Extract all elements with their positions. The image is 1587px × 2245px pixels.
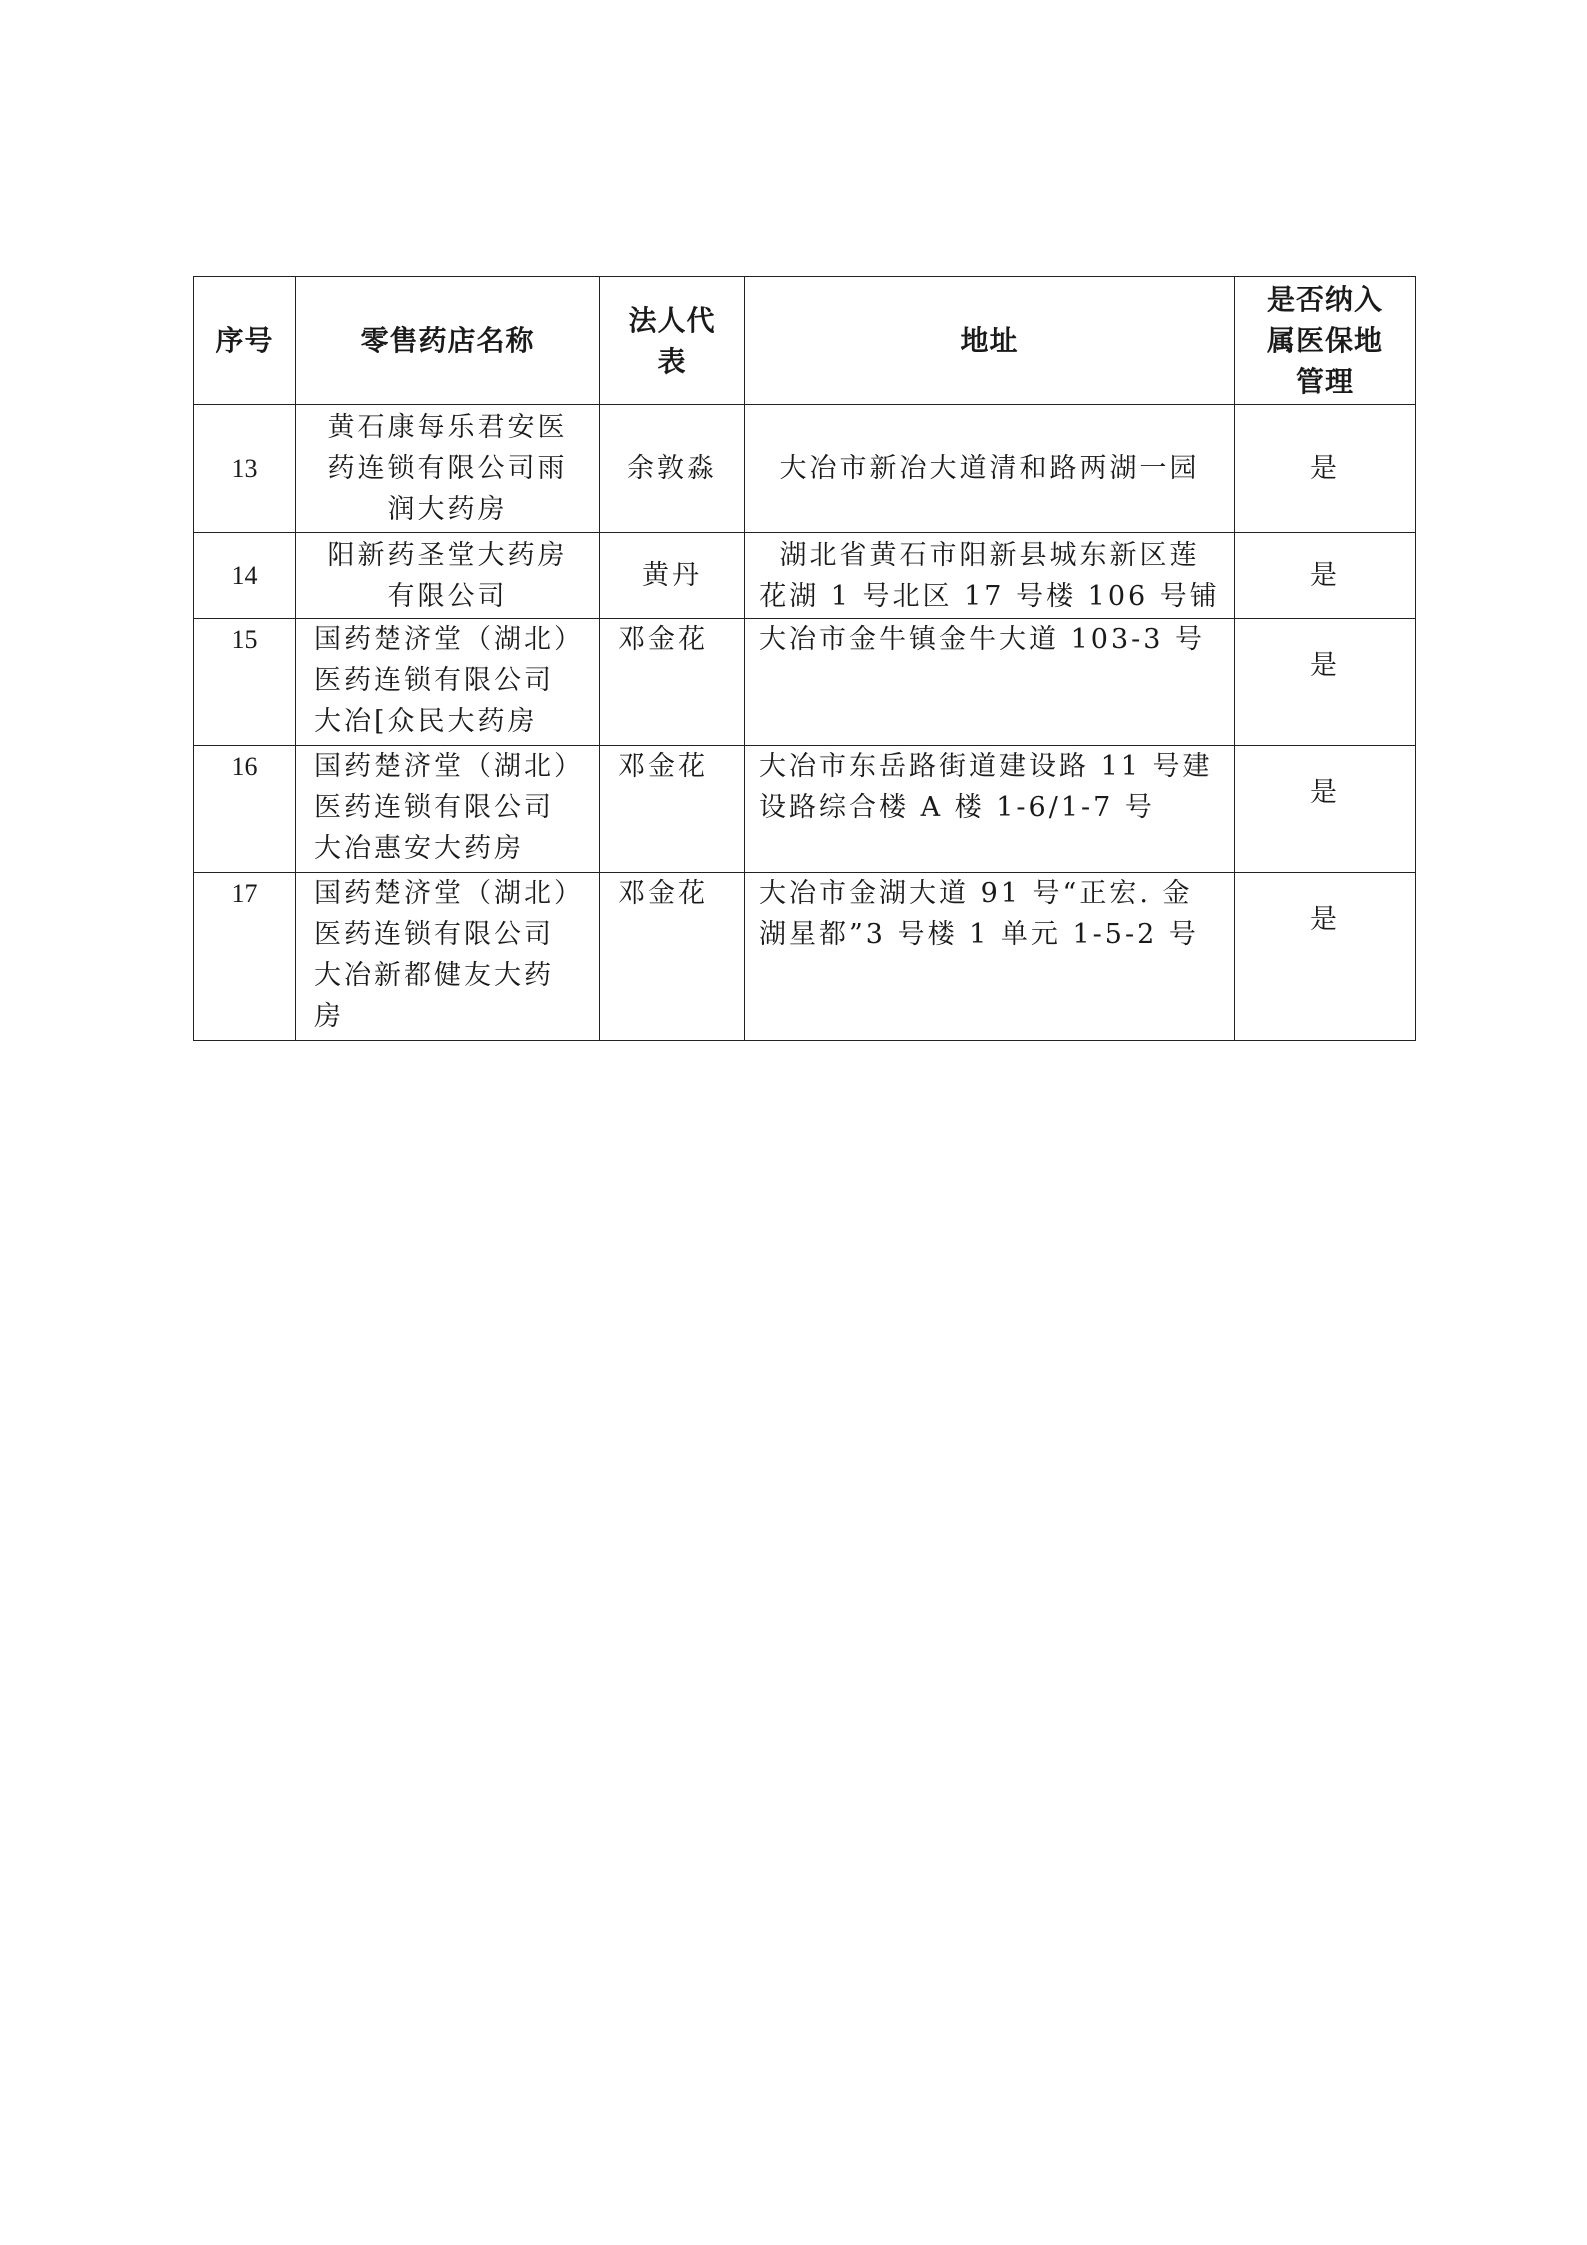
row-insured: 是: [1235, 533, 1416, 619]
row-rep: 余敦淼: [600, 405, 745, 533]
table-row: [194, 405, 1416, 533]
table-row: [194, 619, 1416, 746]
row-seq: 16: [194, 746, 296, 873]
header-insured: 是否纳入 属医保地 管理: [1235, 277, 1416, 405]
header-row: [194, 277, 1416, 405]
table-body: [194, 405, 1416, 1041]
row-name: 国药楚济堂（湖北） 医药连锁有限公司 大冶惠安大药房: [296, 746, 600, 873]
table-row: [194, 533, 1416, 619]
header-rep: 法人代 表: [600, 277, 745, 405]
header-address: 地址: [745, 277, 1235, 405]
row-rep: 邓金花: [600, 619, 745, 746]
header-name: 零售药店名称: [296, 277, 600, 405]
row-seq: 17: [194, 873, 296, 1041]
row-address: 大冶市金湖大道 91 号“正宏. 金 湖星都”3 号楼 1 单元 1-5-2 号: [745, 873, 1235, 1041]
row-insured: 是: [1235, 873, 1416, 1041]
row-address: 大冶市新冶大道清和路两湖一园: [745, 405, 1235, 533]
row-name: 国药楚济堂（湖北） 医药连锁有限公司 大冶新都健友大药 房: [296, 873, 600, 1041]
row-seq: 13: [194, 405, 296, 533]
row-rep: 邓金花: [600, 873, 745, 1041]
row-insured: 是: [1235, 746, 1416, 873]
row-name: 国药楚济堂（湖北） 医药连锁有限公司 大冶[众民大药房: [296, 619, 600, 746]
header-seq: 序号: [194, 277, 296, 405]
row-rep: 黄丹: [600, 533, 745, 619]
row-address: 湖北省黄石市阳新县城东新区莲 花湖 1 号北区 17 号楼 106 号铺: [745, 533, 1235, 619]
row-name: 黄石康每乐君安医 药连锁有限公司雨 润大药房: [296, 405, 600, 533]
row-insured: 是: [1235, 619, 1416, 746]
table-header: [194, 277, 1416, 405]
table-row: [194, 873, 1416, 1041]
row-address: 大冶市东岳路街道建设路 11 号建 设路综合楼 A 楼 1-6/1-7 号: [745, 746, 1235, 873]
row-seq: 15: [194, 619, 296, 746]
row-address: 大冶市金牛镇金牛大道 103-3 号: [745, 619, 1235, 746]
row-name: 阳新药圣堂大药房 有限公司: [296, 533, 600, 619]
row-seq: 14: [194, 533, 296, 619]
row-insured: 是: [1235, 405, 1416, 533]
table-row: [194, 746, 1416, 873]
row-rep: 邓金花: [600, 746, 745, 873]
pharmacy-table: [193, 276, 1416, 1041]
